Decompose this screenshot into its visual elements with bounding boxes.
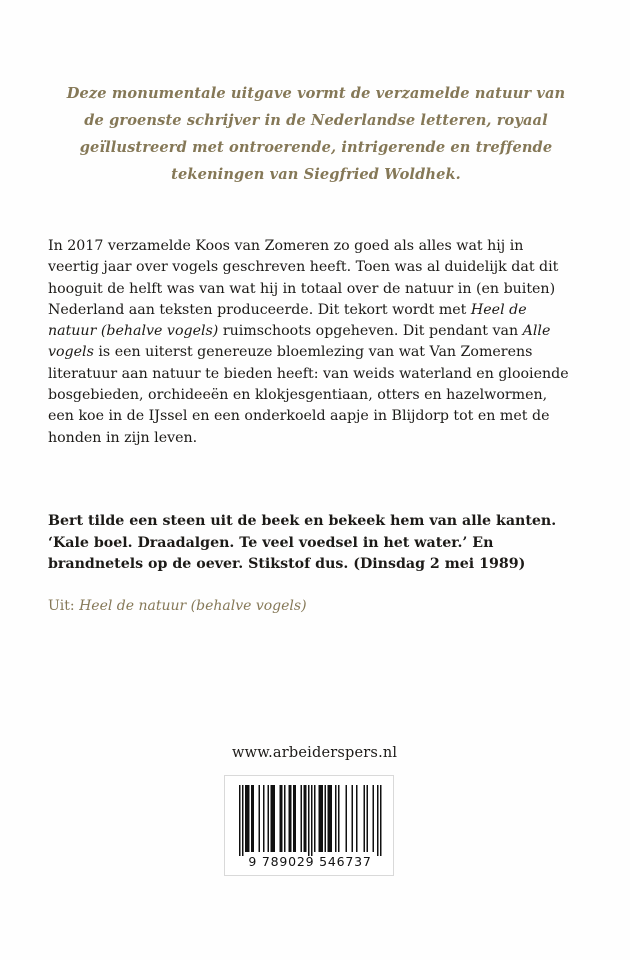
blurb-text: [40, 80, 592, 188]
barcode-bar: [331, 785, 333, 852]
barcode-bar: [328, 785, 330, 852]
barcode-bar: [248, 785, 250, 852]
isbn-barcode: [224, 775, 394, 876]
barcode-bar: [364, 785, 366, 852]
barcode-bar: [239, 785, 241, 856]
barcode-bar: [271, 785, 273, 852]
excerpt-source: [48, 596, 307, 616]
source-prefix: Uit:: [48, 598, 80, 614]
barcode-bar: [380, 785, 382, 856]
blurb-line: Deze monumentale uitgave vormt de verzamelde natuur van: [66, 85, 566, 102]
barcode-bar: [268, 785, 270, 852]
barcode-bar: [289, 785, 291, 852]
barcode-bar: [284, 785, 286, 852]
barcode-bar: [352, 785, 354, 852]
barcode-bar: [356, 785, 358, 852]
barcode-bar: [308, 785, 310, 856]
barcode-bar: [377, 785, 379, 856]
barcode-bar: [295, 785, 297, 852]
excerpt-quote: Bert tilde een steen uit de beek en bekeek hem van alle kanten. ‘Kale boel. Draadalgen. Te veel voedsel in het water.’ En brandnetels op de oever. Stikstof dus. (Dinsdag 2 mei 1989): [48, 513, 557, 572]
barcode-bar: [293, 785, 295, 852]
barcode-bar: [325, 785, 327, 852]
barcode-bar: [263, 785, 265, 852]
barcode-bar: [329, 785, 331, 852]
blurb-line: geïllustreerd met ontroerende, intrigerende en treffende: [79, 139, 553, 156]
barcode-bar: [305, 785, 307, 852]
description-paragraph: [48, 236, 573, 449]
blurb-line: de groenste schrijver in de Nederlandse letteren, royaal: [84, 112, 548, 129]
barcode-bar: [242, 785, 244, 856]
barcode-bar: [338, 785, 340, 852]
book-title: Heel de natuur (behalve vogels): [48, 301, 527, 340]
barcode-bar: [245, 785, 247, 852]
barcode-bar: [259, 785, 261, 852]
barcode-bar: [319, 785, 321, 852]
blurb-line: tekeningen van Siegfried Woldhek.: [171, 166, 461, 183]
barcode-bar: [304, 785, 306, 852]
publisher-url[interactable]: www.arbeiderspers.nl: [232, 745, 398, 761]
barcode-bar: [274, 785, 276, 852]
source-title: Heel de natuur (behalve vogels): [79, 598, 307, 614]
barcode-bar: [281, 785, 283, 852]
barcode-bar: [301, 785, 303, 852]
barcode-bar: [373, 785, 375, 852]
barcode-bar: [272, 785, 274, 852]
book-title: Alle vogels: [48, 323, 551, 361]
description-text: In 2017 verzamelde Koos van Zomeren zo goed als alles wat hij in veertig jaar over vogels geschreven heeft. Toen was al duidelijk dat dit hooguit de helft was van wat hij in totaal over de natuur in (en buiten) Nederland aan teksten produceerde. Dit tekort wordt met: [48, 238, 559, 318]
barcode-bar: [320, 785, 322, 852]
barcode-bar: [251, 785, 253, 852]
barcode-bar: [314, 785, 316, 852]
isbn-number: 9 789029 546737: [248, 854, 372, 869]
barcode-bar: [346, 785, 348, 852]
barcode-bar: [253, 785, 255, 852]
description-text: ruimschoots opgeheven. Dit pendant van: [218, 323, 523, 340]
description-text: is een uiterst genereuze bloemlezing van wat Van Zomerens literatuur aan natuur te bieden heeft: van weids waterland en glooiende bosgebieden, orchideeën en klokjesgentiaan, otters en hazelwormen, een koe in de IJssel en een onderkoeld aapje in Blijdorp tot en met de honden in zijn leven.: [48, 344, 569, 446]
barcode-bar: [322, 785, 324, 852]
barcode-bar: [290, 785, 292, 852]
barcode-bar: [335, 785, 337, 852]
barcode-bar: [367, 785, 369, 852]
barcode-bar: [280, 785, 282, 852]
barcode-bar: [247, 785, 249, 852]
barcode-bar: [311, 785, 313, 856]
